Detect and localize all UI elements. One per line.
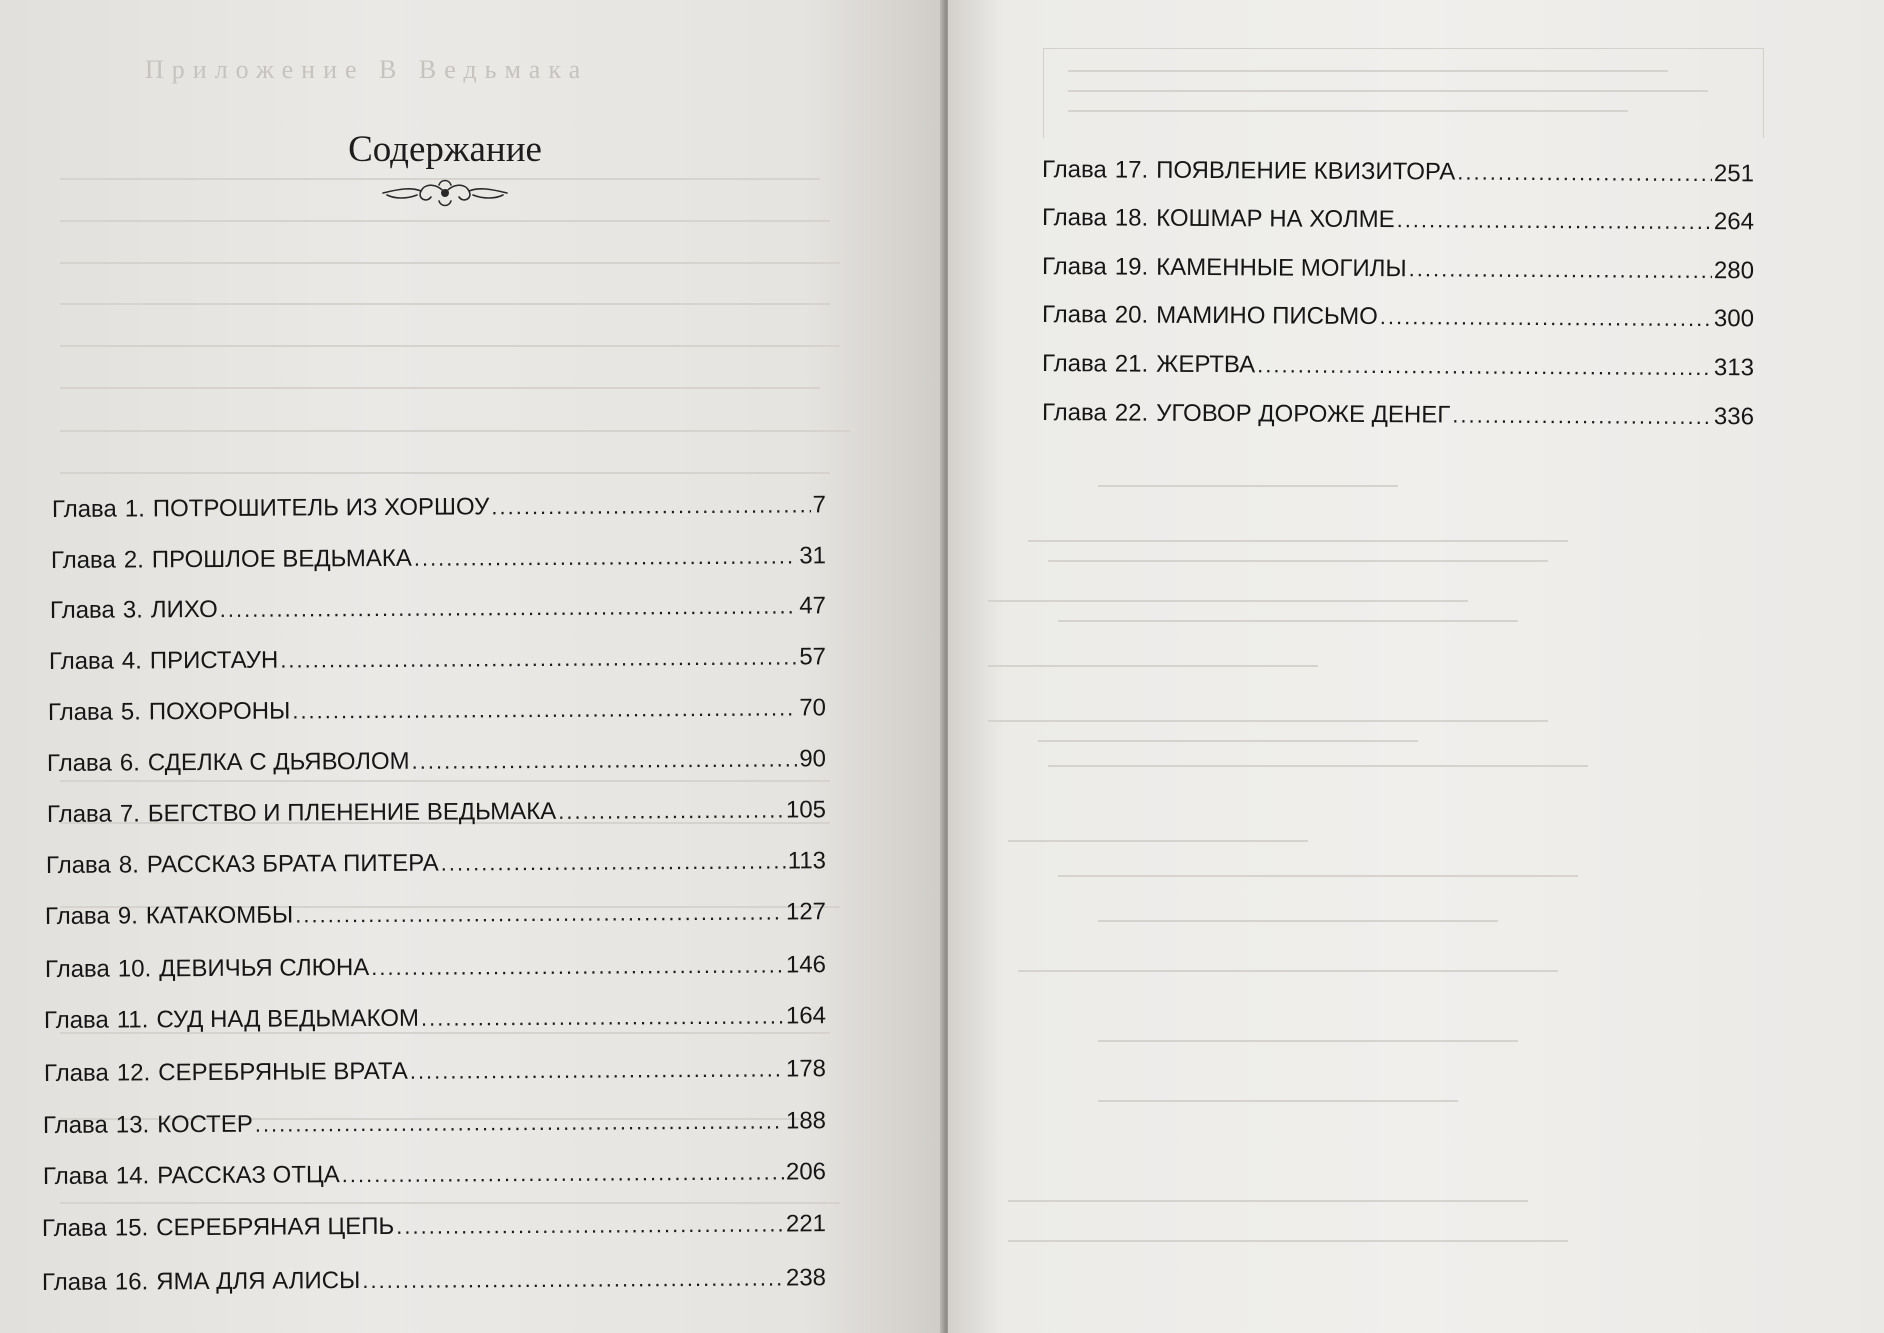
chapter-title: ПРОШЛОЕ ВЕДЬМАКА: [151, 544, 412, 574]
chapter-number: 13.: [115, 1111, 150, 1139]
dot-leader: [280, 644, 797, 673]
toc-entry: [43, 1107, 826, 1140]
chapter-label: Глава: [41, 1214, 107, 1242]
chapter-label: Глава: [44, 955, 110, 983]
toc-entry: [47, 796, 826, 829]
chapter-title: СЕРЕБРЯНАЯ ЦЕПЬ: [156, 1212, 395, 1242]
page-number: 251: [1713, 160, 1755, 188]
dot-leader: [441, 848, 786, 876]
chapter-label: Глава: [1041, 301, 1107, 329]
chapter-number: 7.: [119, 800, 140, 828]
chapter-number: 5.: [120, 698, 141, 726]
dot-leader: [295, 899, 784, 928]
chapter-title: КОСТЕР: [157, 1110, 253, 1139]
dot-leader: [558, 797, 784, 824]
toc-entry: [46, 847, 826, 880]
dot-leader: [421, 1003, 784, 1031]
page-number: 7: [812, 491, 827, 519]
chapter-title: КАМЕННЫЕ МОГИЛЫ: [1156, 253, 1407, 283]
chapter-title: ПОЯВЛЕНИЕ КВИЗИТОРА: [1156, 156, 1456, 186]
chapter-label: Глава: [44, 902, 110, 930]
page-number: 280: [1713, 257, 1755, 285]
chapter-number: 1.: [124, 495, 145, 523]
page-number: 313: [1713, 354, 1755, 382]
chapter-number: 15.: [114, 1214, 149, 1242]
chapter-title: ЖЕРТВА: [1156, 350, 1256, 379]
chapter-number: 3.: [122, 596, 143, 624]
toc-entry: [45, 898, 826, 931]
toc-entry: [1042, 399, 1754, 431]
chapter-title: КОШМАР НА ХОЛМЕ: [1156, 204, 1395, 234]
chapter-number: 20.: [1114, 301, 1149, 329]
chapter-number: 18.: [1114, 204, 1149, 232]
chapter-title: МАМИНО ПИСЬМО: [1156, 301, 1378, 331]
page-number: 31: [799, 542, 827, 570]
toc-entry: [44, 1002, 826, 1035]
page-number: 57: [799, 643, 827, 671]
dot-leader: [410, 1056, 784, 1084]
chapter-label: Глава: [45, 851, 111, 879]
chapter-label: Глава: [46, 800, 112, 828]
dot-leader: [396, 1211, 784, 1239]
chapter-label: Глава: [50, 546, 116, 574]
dot-leader: [371, 952, 784, 981]
chapter-number: 21.: [1114, 350, 1149, 378]
chapter-label: Глава: [42, 1111, 108, 1139]
chapter-number: 19.: [1114, 253, 1149, 281]
chapter-title: ПРИСТАУН: [149, 646, 279, 675]
chapter-title: КАТАКОМБЫ: [145, 901, 294, 930]
chapter-title: ПОХОРОНЫ: [148, 697, 291, 726]
toc-entry: [51, 542, 826, 575]
chapter-label: Глава: [1041, 399, 1107, 427]
chapter-title: СЕРЕБРЯНЫЕ ВРАТА: [158, 1057, 408, 1087]
chapter-number: 14.: [115, 1162, 150, 1190]
chapter-title: ПОТРОШИТЕЛЬ ИЗ ХОРШОУ: [152, 493, 490, 523]
dot-leader: [1257, 352, 1712, 381]
dot-leader: [1380, 304, 1712, 332]
chapter-label: Глава: [49, 596, 115, 624]
page-number: 105: [785, 796, 827, 824]
dot-leader: [362, 1265, 784, 1294]
chapter-label: Глава: [42, 1162, 108, 1190]
chapter-label: Глава: [1041, 350, 1107, 378]
dot-leader: [1457, 160, 1712, 188]
chapter-label: Глава: [43, 1006, 109, 1034]
page-number: 336: [1713, 403, 1755, 431]
dot-leader: [220, 593, 798, 623]
chapter-number: 2.: [123, 546, 144, 574]
page-number: 113: [787, 847, 827, 875]
chapter-title: РАССКАЗ ОТЦА: [157, 1161, 340, 1190]
toc-entry: [1042, 301, 1754, 333]
toc-right: [948, 0, 1884, 1333]
toc-entry: [45, 951, 826, 984]
dot-leader: [414, 543, 798, 571]
chapter-title: СУД НАД ВЕДЬМАКОМ: [156, 1004, 420, 1034]
toc-entry: [49, 643, 826, 676]
page-number: 70: [799, 694, 827, 722]
chapter-number: 16.: [114, 1268, 149, 1296]
dot-leader: [342, 1159, 784, 1188]
chapter-number: 8.: [118, 851, 139, 879]
page-number: 206: [785, 1158, 827, 1186]
chapter-label: Глава: [46, 749, 112, 777]
page-number: 90: [799, 745, 827, 773]
chapter-number: 22.: [1114, 399, 1149, 427]
chapter-label: Глава: [48, 647, 114, 675]
chapter-title: БЕГСТВО И ПЛЕНЕНИЕ ВЕДЬМАКА: [147, 797, 557, 828]
toc-entry: [50, 592, 826, 625]
toc-entry: [42, 1264, 826, 1297]
chapter-label: Глава: [51, 495, 117, 523]
dot-leader: [1397, 207, 1712, 235]
chapter-number: 10.: [117, 955, 152, 983]
page-number: 164: [785, 1002, 827, 1030]
chapter-title: ДЕВИЧЬЯ СЛЮНА: [159, 954, 370, 983]
chapter-title: ЯМА ДЛЯ АЛИСЫ: [156, 1267, 361, 1296]
chapter-number: 6.: [119, 749, 140, 777]
page-number: 221: [785, 1210, 827, 1238]
toc-entry: [48, 694, 826, 727]
dot-leader: [255, 1108, 784, 1137]
chapter-number: 11.: [116, 1006, 149, 1034]
page-number: 146: [785, 951, 827, 979]
dot-leader: [1452, 403, 1712, 431]
ghost-running-header: Приложение В Ведьмака: [145, 55, 589, 84]
chapter-title: СДЕЛКА С ДЬЯВОЛОМ: [147, 747, 410, 777]
page-number: 127: [785, 898, 827, 926]
chapter-label: Глава: [47, 698, 113, 726]
dot-leader: [412, 746, 798, 774]
dot-leader: [1409, 256, 1712, 284]
chapter-label: Глава: [41, 1268, 107, 1296]
chapter-number: 12.: [116, 1059, 151, 1087]
page-number: 264: [1713, 208, 1755, 236]
page-number: 300: [1713, 305, 1755, 333]
toc-entry: [52, 491, 826, 524]
chapter-number: 9.: [117, 902, 138, 930]
toc-entry: [44, 1055, 826, 1088]
toc-entry: [42, 1210, 826, 1243]
chapter-number: 4.: [121, 647, 142, 675]
chapter-title: ЛИХО: [150, 595, 218, 624]
chapter-title: РАССКАЗ БРАТА ПИТЕРА: [146, 849, 439, 879]
toc-entry: [1042, 156, 1754, 188]
right-page: [948, 0, 1884, 1333]
toc-entry: [43, 1158, 826, 1191]
toc-entry: [1042, 350, 1754, 382]
chapter-title: УГОВОР ДОРОЖЕ ДЕНЕГ: [1156, 399, 1451, 429]
toc-entry: [1042, 204, 1754, 236]
toc-entry: [47, 745, 826, 778]
page-number: 47: [799, 592, 827, 620]
page-number: 188: [785, 1107, 827, 1135]
page-title: Содержание: [348, 129, 542, 170]
page-number: 238: [785, 1264, 827, 1292]
dot-leader: [491, 492, 810, 520]
chapter-label: Глава: [43, 1059, 109, 1087]
chapter-label: Глава: [1041, 204, 1107, 232]
chapter-label: Глава: [1041, 156, 1107, 184]
dot-leader: [292, 695, 797, 724]
chapter-number: 17.: [1114, 156, 1149, 184]
toc-entry: [1042, 253, 1754, 285]
chapter-label: Глава: [1041, 253, 1107, 281]
page-number: 178: [785, 1055, 827, 1083]
